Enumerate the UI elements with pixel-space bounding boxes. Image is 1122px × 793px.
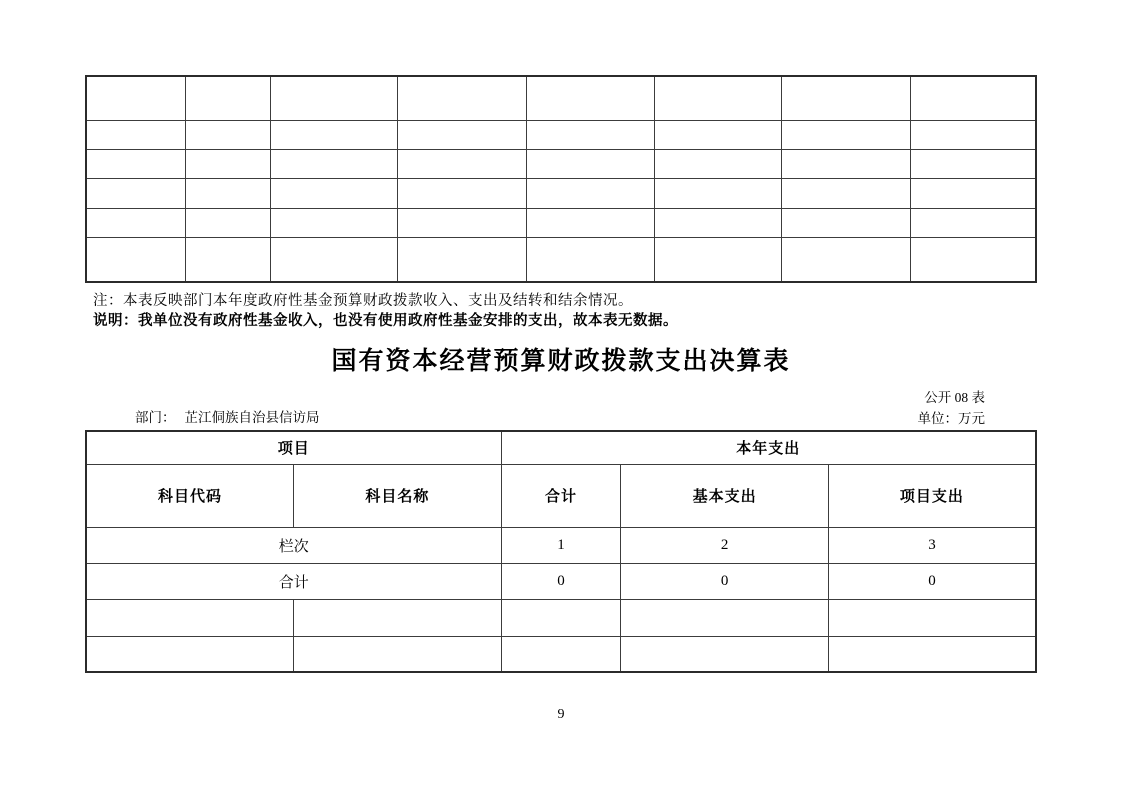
empty-grid-cell bbox=[270, 208, 397, 237]
empty-grid-cell bbox=[527, 179, 655, 208]
header-subject-code: 科目代码 bbox=[86, 464, 294, 527]
page-title: 国有资本经营预算财政拨款支出决算表 bbox=[331, 347, 791, 375]
empty-grid-row bbox=[86, 208, 1036, 237]
row-label-cell: 栏次 bbox=[86, 527, 501, 563]
empty-grid-cell bbox=[527, 208, 655, 237]
header-current-year-expenditure: 本年支出 bbox=[501, 431, 1036, 464]
gov-fund-table-body bbox=[86, 76, 1036, 282]
empty-grid-cell bbox=[270, 120, 397, 149]
header-subject-name: 科目名称 bbox=[294, 464, 502, 527]
empty-grid-cell bbox=[654, 150, 782, 179]
empty-grid-cell bbox=[910, 208, 1036, 237]
empty-grid-cell bbox=[782, 238, 911, 282]
empty-grid-cell bbox=[186, 208, 271, 237]
empty-name-cell bbox=[294, 636, 502, 672]
empty-grid-row bbox=[86, 179, 1036, 208]
gov-fund-empty-table bbox=[85, 75, 1037, 283]
empty-grid-cell bbox=[782, 208, 911, 237]
empty-grid-cell bbox=[186, 179, 271, 208]
empty-grid-cell bbox=[397, 120, 527, 149]
empty-data-row bbox=[86, 636, 1036, 672]
empty-grid-cell bbox=[397, 179, 527, 208]
empty-grid-cell bbox=[527, 120, 655, 149]
header-project: 项目 bbox=[86, 431, 501, 464]
empty-grid-cell bbox=[186, 238, 271, 282]
empty-grid-cell bbox=[527, 76, 655, 120]
empty-grid-cell bbox=[86, 150, 186, 179]
column-index-row bbox=[86, 527, 1036, 563]
empty-grid-cell bbox=[186, 76, 271, 120]
empty-grid-cell bbox=[654, 120, 782, 149]
page-number: 9 bbox=[557, 707, 565, 722]
empty-grid-cell bbox=[86, 76, 186, 120]
empty-grid-row bbox=[86, 238, 1036, 282]
empty-grid-row bbox=[86, 76, 1036, 120]
value-cell bbox=[621, 599, 829, 636]
empty-grid-cell bbox=[86, 179, 186, 208]
value-cell: 0 bbox=[621, 563, 829, 599]
empty-grid-cell bbox=[397, 76, 527, 120]
table-code: 公开 08 表 bbox=[924, 390, 985, 405]
empty-grid-cell bbox=[270, 150, 397, 179]
row-label-cell: 合计 bbox=[86, 563, 501, 599]
empty-data-row bbox=[86, 599, 1036, 636]
empty-grid-cell bbox=[782, 76, 911, 120]
unit-label: 单位：万元 bbox=[917, 411, 985, 426]
empty-grid-cell bbox=[782, 150, 911, 179]
empty-grid-cell bbox=[86, 120, 186, 149]
empty-grid-cell bbox=[654, 238, 782, 282]
empty-grid-cell bbox=[86, 238, 186, 282]
header-row-1 bbox=[86, 431, 1036, 464]
empty-grid-cell bbox=[186, 120, 271, 149]
empty-grid-cell bbox=[397, 208, 527, 237]
empty-grid-cell bbox=[910, 76, 1036, 120]
department-value: 芷江侗族自治县信访局 bbox=[184, 410, 320, 425]
empty-grid-cell bbox=[527, 238, 655, 282]
header-project-expenditure: 项目支出 bbox=[828, 464, 1036, 527]
header-row-2 bbox=[86, 464, 1036, 527]
header-total: 合计 bbox=[501, 464, 621, 527]
table-note: 注：本表反映部门本年度政府性基金预算财政拨款收入、支出及结转和结余情况。 bbox=[93, 293, 633, 309]
value-cell: 1 bbox=[501, 527, 621, 563]
empty-grid-cell bbox=[654, 76, 782, 120]
value-cell: 0 bbox=[501, 563, 621, 599]
empty-grid-cell bbox=[186, 150, 271, 179]
empty-grid-cell bbox=[270, 76, 397, 120]
empty-code-cell bbox=[86, 636, 294, 672]
value-cell: 2 bbox=[621, 527, 829, 563]
empty-code-cell bbox=[86, 599, 294, 636]
empty-grid-cell bbox=[910, 238, 1036, 282]
empty-grid-cell bbox=[654, 208, 782, 237]
state-capital-expenditure-table bbox=[85, 430, 1037, 673]
empty-grid-cell bbox=[527, 150, 655, 179]
header-basic-expenditure: 基本支出 bbox=[621, 464, 829, 527]
value-cell bbox=[501, 599, 621, 636]
empty-name-cell bbox=[294, 599, 502, 636]
empty-grid-cell bbox=[910, 120, 1036, 149]
value-cell bbox=[501, 636, 621, 672]
empty-grid-cell bbox=[397, 150, 527, 179]
total-row bbox=[86, 563, 1036, 599]
empty-grid-cell bbox=[910, 179, 1036, 208]
empty-grid-cell bbox=[86, 208, 186, 237]
empty-grid-row bbox=[86, 120, 1036, 149]
value-cell bbox=[621, 636, 829, 672]
value-cell bbox=[828, 599, 1036, 636]
no-data-statement: 说明：我单位没有政府性基金收入，也没有使用政府性基金安排的支出，故本表无数据。 bbox=[93, 313, 678, 329]
empty-grid-cell bbox=[270, 238, 397, 282]
value-cell: 0 bbox=[828, 563, 1036, 599]
empty-grid-cell bbox=[654, 179, 782, 208]
department-label: 部门： bbox=[135, 410, 176, 425]
empty-grid-cell bbox=[782, 179, 911, 208]
empty-grid-cell bbox=[910, 150, 1036, 179]
value-cell bbox=[828, 636, 1036, 672]
empty-grid-cell bbox=[397, 238, 527, 282]
empty-grid-cell bbox=[270, 179, 397, 208]
empty-grid-cell bbox=[782, 120, 911, 149]
value-cell: 3 bbox=[828, 527, 1036, 563]
empty-grid-row bbox=[86, 150, 1036, 179]
department-line bbox=[135, 406, 320, 426]
